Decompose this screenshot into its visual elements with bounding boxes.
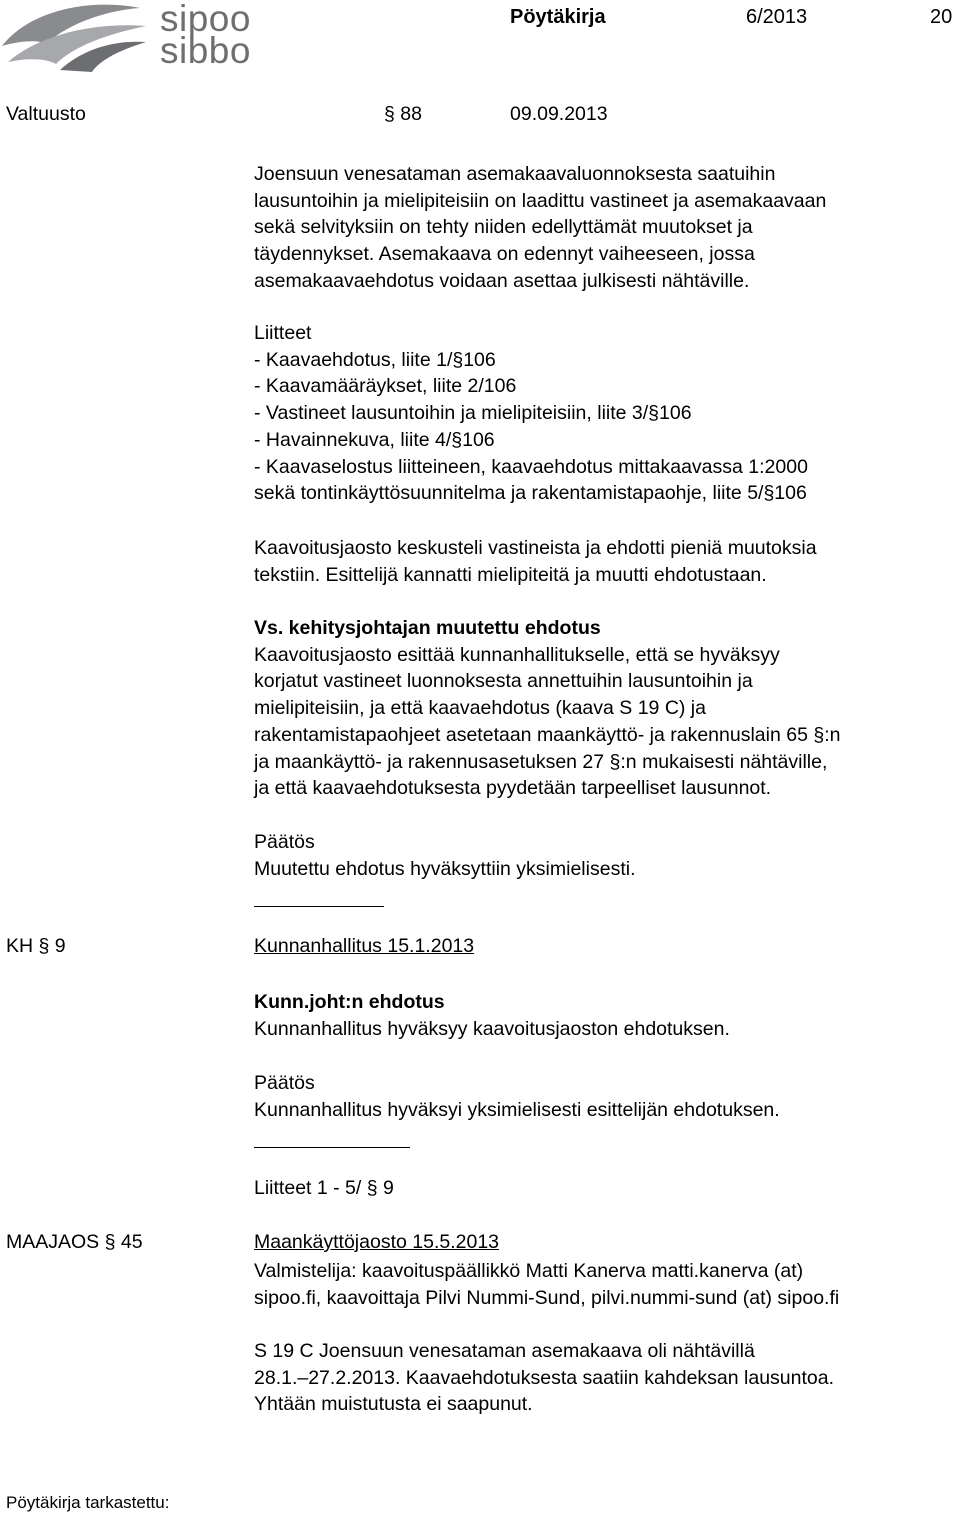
maajaos-text bbox=[254, 1338, 834, 1418]
sipoo-sibbo-logo bbox=[0, 0, 260, 74]
section-number: § 88 bbox=[384, 103, 422, 125]
divider-line bbox=[254, 906, 384, 907]
kh-attachments: Liitteet 1 - 5/ § 9 bbox=[254, 1177, 394, 1199]
proposal-section bbox=[254, 615, 840, 802]
text-line: Joensuun venesataman asemakaavaluonnoksesta saatuihin bbox=[254, 163, 776, 185]
text-line: S 19 C Joensuun venesataman asemakaava oli nähtävillä bbox=[254, 1340, 755, 1362]
text-line: Yhtään muistutusta ei saapunut. bbox=[254, 1393, 533, 1416]
text-line: Valmistelija: kaavoituspäällikkö Matti Kanerva matti.kanerva (at) bbox=[254, 1260, 804, 1282]
logo-swoosh-icon bbox=[0, 0, 150, 74]
text-line: sekä selvityksiin on tehty niiden edellyttämät muutokset ja bbox=[254, 216, 753, 239]
text-line: Kaavoitusjaosto esittää kunnanhallitukselle, että se hyväksyy bbox=[254, 643, 780, 666]
attachment-item: - Havainnekuva, liite 4/§106 bbox=[254, 428, 495, 451]
kh-proposal bbox=[254, 989, 730, 1042]
logo-text-sipoo: sipoo bbox=[160, 0, 251, 39]
decision-heading: Päätös bbox=[254, 831, 315, 853]
kh-proposal-heading: Kunn.joht:n ehdotus bbox=[254, 991, 445, 1013]
intro-paragraph bbox=[254, 161, 826, 295]
text-line: korjatut vastineet luonnoksesta annettuihin lausuntoihin ja bbox=[254, 670, 753, 693]
text-line: ja että kaavaehdotuksesta pyydetään tarpeelliset lausunnot. bbox=[254, 777, 772, 800]
maajaos-meeting: Maankäyttöjaosto 15.5.2013 bbox=[254, 1231, 500, 1253]
meeting-date: 09.09.2013 bbox=[510, 103, 608, 125]
text-line: rakentamistapaohjeet asetetaan maankäyttö- ja rakennuslain 65 §:n bbox=[254, 723, 841, 746]
divider-line bbox=[254, 1147, 410, 1148]
attachment-item: - Kaavaehdotus, liite 1/§106 bbox=[254, 348, 496, 371]
text-line: Kaavoitusjaosto keskusteli vastineista ja ehdotti pieniä muutoksia bbox=[254, 537, 817, 559]
kh-meeting: Kunnanhallitus 15.1.2013 bbox=[254, 935, 475, 957]
proposal-heading: Vs. kehitysjohtajan muutettu ehdotus bbox=[254, 617, 601, 639]
attachment-item: - Kaavamääräykset, liite 2/106 bbox=[254, 375, 517, 398]
footer-reviewed: Pöytäkirja tarkastettu: bbox=[6, 1493, 170, 1512]
discussion-paragraph bbox=[254, 535, 817, 588]
attachment-item: - Vastineet lausuntoihin ja mielipiteisiin, liite 3/§106 bbox=[254, 402, 692, 425]
text-line: mielipiteisiin, ja että kaavaehdotus (kaava S 19 C) ja bbox=[254, 697, 706, 720]
attachment-item: - Kaavaselostus liitteineen, kaavaehdotus mittakaavassa 1:2000 bbox=[254, 455, 808, 478]
logo-text-sibbo: sibbo bbox=[160, 30, 251, 71]
kh-decision bbox=[254, 1070, 780, 1123]
doc-number: 6/2013 bbox=[746, 6, 808, 28]
kh-reference: KH § 9 bbox=[6, 935, 66, 957]
text-line: ja maankäyttö- ja rakennusasetuksen 27 §:n mukaisesti nähtäville, bbox=[254, 750, 828, 773]
text-line: 28.1.–27.2.2013. Kaavaehdotuksesta saatiin kahdeksan lausuntoa. bbox=[254, 1366, 835, 1389]
attachment-item: sekä tontinkäyttösuunnitelma ja rakentamistapaohje, liite 5/§106 bbox=[254, 482, 807, 505]
text-line: asemakaavaehdotus voidaan asettaa julkisesti nähtäville. bbox=[254, 269, 750, 292]
attachments-list bbox=[254, 320, 808, 507]
text-line: tekstiin. Esittelijä kannatti mielipiteitä ja muutti ehdotustaan. bbox=[254, 563, 767, 586]
attachments-heading: Liitteet bbox=[254, 322, 312, 344]
kh-proposal-text: Kunnanhallitus hyväksyy kaavoitusjaoston ehdotuksen. bbox=[254, 1017, 730, 1040]
maajaos-preparer bbox=[254, 1258, 839, 1311]
text-line: lausuntoihin ja mielipiteisiin on laadittu vastineet ja asemakaavaan bbox=[254, 189, 827, 212]
kh-decision-heading: Päätös bbox=[254, 1072, 315, 1094]
text-line: sipoo.fi, kaavoittaja Pilvi Nummi-Sund, pilvi.nummi-sund (at) sipoo.fi bbox=[254, 1286, 840, 1309]
page-number: 20 bbox=[930, 6, 953, 28]
kh-decision-text: Kunnanhallitus hyväksyi yksimielisesti esittelijän ehdotuksen. bbox=[254, 1098, 780, 1121]
doc-type: Pöytäkirja bbox=[510, 6, 606, 28]
text-line: täydennykset. Asemakaava on edennyt vaiheeseen, jossa bbox=[254, 243, 755, 266]
decision-section bbox=[254, 829, 636, 882]
maajaos-reference: MAAJAOS § 45 bbox=[6, 1231, 143, 1253]
meeting-body: Valtuusto bbox=[6, 103, 86, 125]
decision-text: Muutettu ehdotus hyväksyttiin yksimielisesti. bbox=[254, 857, 636, 880]
